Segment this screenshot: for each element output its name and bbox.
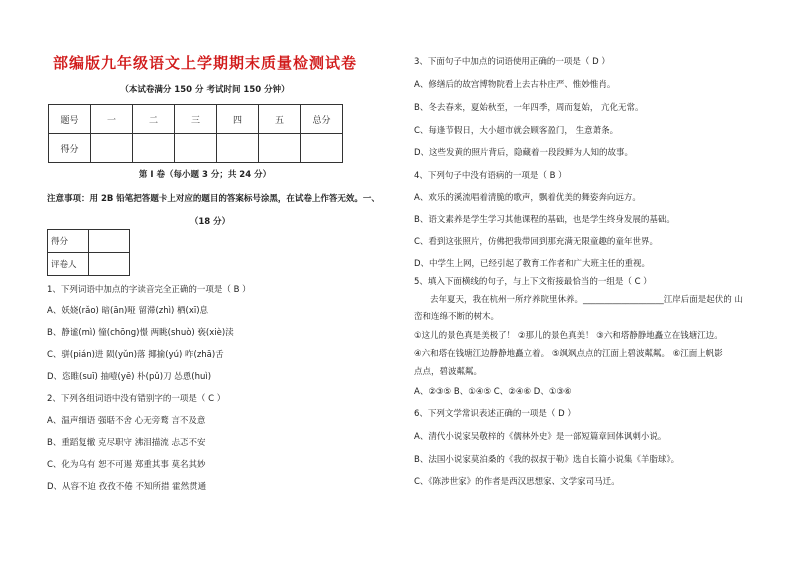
- question-line: 2、下列各组词语中没有错别字的一项是（ C ）: [47, 394, 226, 404]
- notice-points: （18 分）: [189, 217, 231, 227]
- option-line: A、修缮后的故宫博物院看上去古朴庄严、惟妙惟肖。: [414, 80, 616, 90]
- score-cell: [133, 134, 175, 163]
- passage-line: 峦和连绵不断的树木。: [414, 312, 500, 322]
- score-cell: [91, 134, 133, 163]
- option-line: C、化为乌有 恕不可遏 郑重其事 莫名其妙: [47, 460, 206, 470]
- option-line: C、看到这张照片，仿佛把我带回到那充满无限童趣的童年世界。: [414, 237, 658, 247]
- option-line: A、清代小说家吴敬梓的《儒林外史》是一部短篇章回体讽刺小说。: [414, 432, 667, 442]
- score-header-cell: 一: [91, 105, 133, 134]
- grader-score-label: 得分: [48, 230, 89, 253]
- option-line: A、妖娆(rǎo) 暗(ān)哑 留滞(zhì) 栖(xī)息: [47, 306, 209, 316]
- passage-line: 去年夏天，我在杭州一所疗养院里休养。___________________江岸后面是起伏的 山: [430, 295, 743, 305]
- option-line: A、温声细语 强聒不舍 心无旁鹜 言不及意: [47, 416, 206, 426]
- grader-cell: [89, 253, 130, 276]
- choice-line: ①这儿的景色真是美极了！ ②那儿的景色真美！ ③六和塔静静地矗立在钱塘江边。: [414, 331, 723, 341]
- option-line: D、中学生上网，已经引起了教育工作者和广大班主任的重视。: [414, 259, 651, 269]
- choice-line: ④六和塔在钱塘江边静静地矗立着。 ⑤飒飒点点的江面上碧波粼粼。 ⑥江面上帆影: [414, 349, 723, 359]
- grader-table: [47, 229, 130, 276]
- page-title: 部编版九年级语文上学期期末质量检测试卷: [52, 54, 357, 72]
- score-header-cell: 四: [217, 105, 259, 134]
- option-line: D、这些发黄的照片背后，隐藏着一段段鲜为人知的故事。: [414, 148, 634, 158]
- score-cell: [259, 134, 301, 163]
- option-line: B、静谧(mì) 憧(chōng)憬 两眺(shuò) 亵(xiè)渎: [47, 328, 234, 338]
- score-cell: [301, 134, 343, 163]
- option-line: C、《陈涉世家》的作者是西汉思想家、文学家司马迁。: [414, 477, 620, 487]
- option-line: B、语文素养是学生学习其他课程的基础，也是学生终身发展的基础。: [414, 215, 675, 225]
- question-line: 6、下列文学常识表述正确的一项是（ D ）: [414, 409, 576, 419]
- score-cell: [175, 134, 217, 163]
- option-line: C、骈(pián)进 陨(yǔn)落 揶揄(yú) 咋(zhā)舌: [47, 350, 224, 360]
- grader-label: 评卷人: [48, 253, 89, 276]
- option-line: C、每逢节假日，大小超市就会顾客盈门， 生意萧条。: [414, 126, 619, 136]
- question-line: 3、下面句子中加点的词语使用正确的一项是（ D ）: [414, 57, 610, 67]
- option-line: D、从容不迫 孜孜不倦 不知所措 霍然贯通: [47, 482, 207, 492]
- notice-text: 注意事项：用 2B 铅笔把答题卡上对应的题目的答案标号涂黑，在试卷上作答无效。一、: [47, 194, 380, 204]
- score-header-cell: 题号: [49, 105, 91, 134]
- score-table-score-row: [49, 134, 343, 163]
- section-title: 第 I 卷（每小题 3 分；共 24 分）: [138, 170, 272, 180]
- score-row-label: 得分: [49, 134, 91, 163]
- question-line: 4、下列句子中没有语病的一项是（ B ）: [414, 171, 567, 181]
- question-line: 5、填入下面横线的句子，与上下文衔接最恰当的一组是（ C ）: [414, 277, 652, 287]
- option-line: B、法国小说家莫泊桑的《我的叔叔于勒》选自长篇小说集《羊脂球》。: [414, 455, 680, 465]
- choice-line: 点点，碧波粼粼。: [414, 367, 483, 377]
- score-cell: [217, 134, 259, 163]
- score-header-cell: 二: [133, 105, 175, 134]
- score-header-cell: 五: [259, 105, 301, 134]
- option-line: B、重蹈复辙 克尽职守 沸泪描流 忐忑不安: [47, 438, 206, 448]
- exam-info: （本试卷满分 150 分 考试时间 150 分钟）: [120, 85, 290, 95]
- score-header-cell: 总分: [301, 105, 343, 134]
- option-line: B、冬去春来，夏始秋至，一年四季，周而复始， 亢化无常。: [414, 103, 644, 113]
- option-line: A、②③⑤ B、①④⑤ C、②④⑥ D、①③⑥: [414, 387, 572, 397]
- score-table: [48, 104, 343, 163]
- question-line: 1、下列词语中加点的字读音完全正确的一项是（ B ）: [47, 285, 251, 295]
- grader-score-cell: [89, 230, 130, 253]
- score-header-cell: 三: [175, 105, 217, 134]
- option-line: D、恣睢(suī) 抽噎(yē) 朴(pǔ)刀 怂恿(huì): [47, 372, 212, 382]
- score-table-header-row: [49, 105, 343, 134]
- option-line: A、欢乐的溪流唱着清脆的歌声，飘着优美的舞姿奔向远方。: [414, 193, 641, 203]
